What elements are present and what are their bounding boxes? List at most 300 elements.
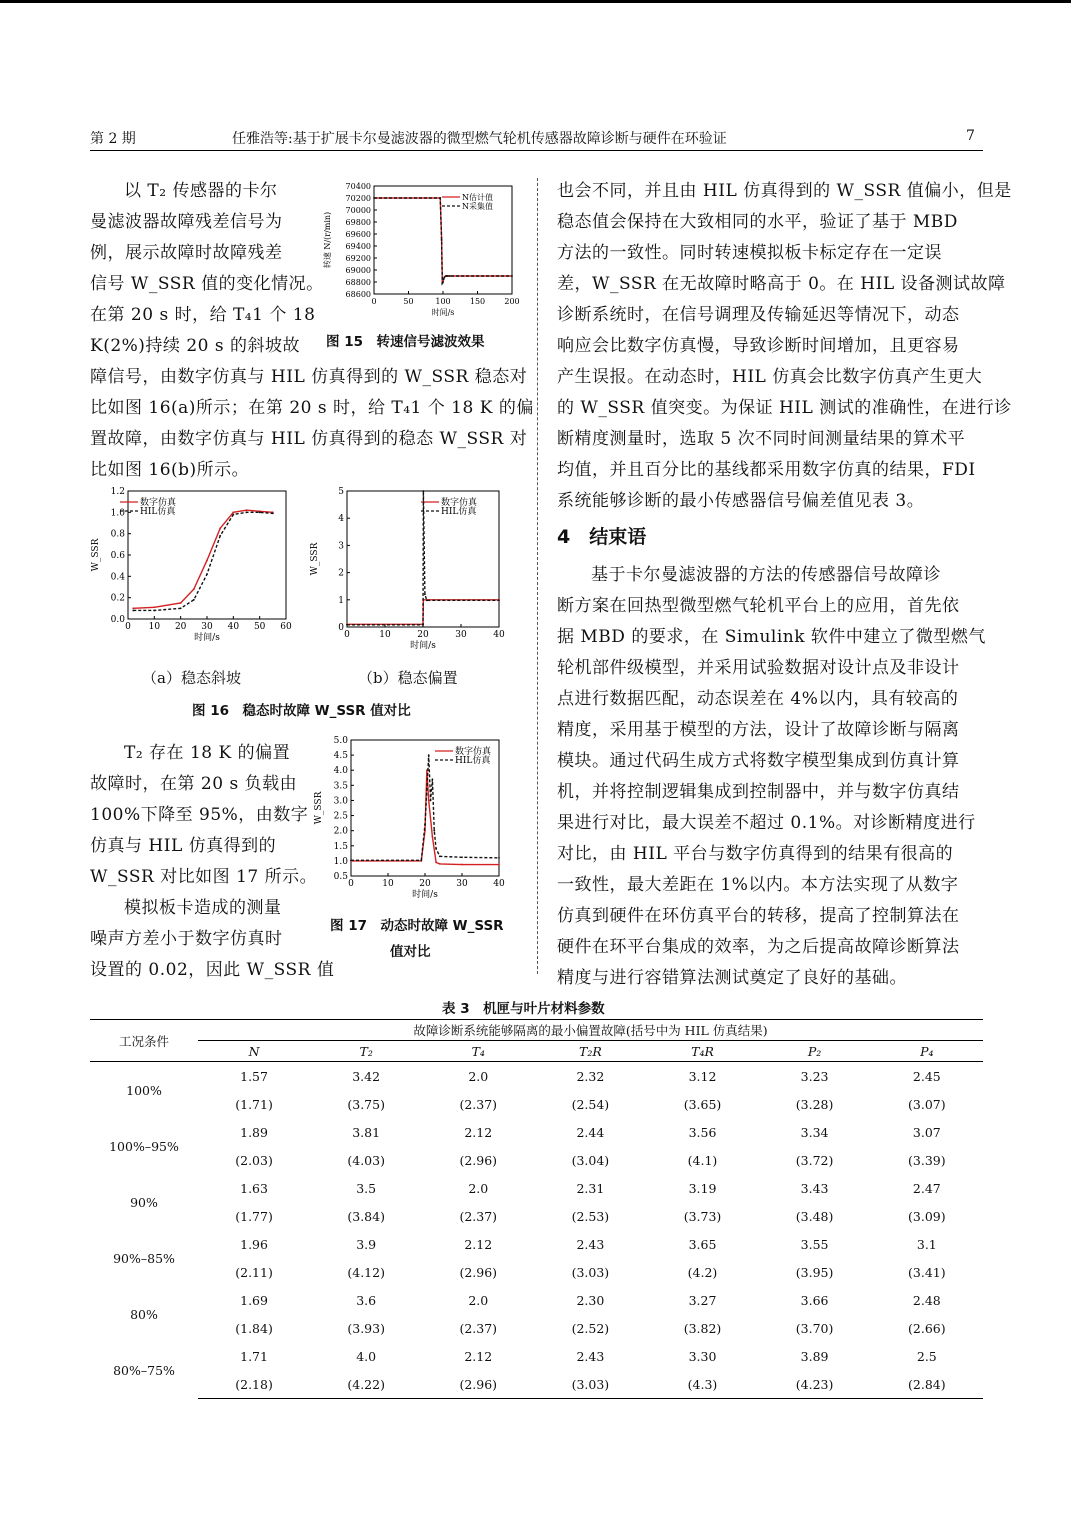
digital-value-cell: 3.5 xyxy=(356,1180,377,1196)
digital-value-cell: 2.43 xyxy=(576,1236,605,1252)
data-point xyxy=(219,535,221,537)
digital-value-cell: 1.96 xyxy=(240,1236,268,1252)
x-tick-label: 10 xyxy=(379,630,391,640)
text-line: 模块。通过代码生成方式将数字模型集成到仿真计算 xyxy=(557,751,960,771)
data-point xyxy=(350,859,352,861)
hil-value-cell: (3.04) xyxy=(571,1152,610,1168)
digital-value-cell: 4.0 xyxy=(356,1348,377,1364)
y-tick-label: 0.0 xyxy=(110,615,125,625)
text-line: 信号 W_SSR 值的变化情况。 xyxy=(90,274,324,294)
header-rule xyxy=(90,150,983,151)
hil-value-cell: (4.23) xyxy=(759,1370,871,1399)
y-tick-label: 68600 xyxy=(345,290,371,299)
y-tick-label: 69400 xyxy=(345,242,371,251)
data-point xyxy=(428,754,430,756)
data-point xyxy=(426,599,428,601)
text-line: 均值，并且百分比的基线都采用数字仿真的结果，FDI xyxy=(557,460,976,480)
digital-value-cell: 2.30 xyxy=(576,1292,605,1308)
data-point xyxy=(511,275,513,277)
table-row xyxy=(90,1314,983,1342)
digital-value-cell: 2.12 xyxy=(464,1124,493,1140)
condition-header: 工况条件 xyxy=(90,1020,198,1062)
y-tick-label: 0.4 xyxy=(110,572,125,583)
text-line: 基于卡尔曼滤波器的方法的传感器信号故障诊 xyxy=(591,565,941,585)
condition-cell: 100%–95% xyxy=(109,1138,179,1154)
x-tick-label: 200 xyxy=(504,297,520,306)
condition-cell: 80%–75% xyxy=(113,1362,175,1378)
digital-value-cell: 2.48 xyxy=(912,1292,941,1308)
text-line: 机，并将控制逻辑集成到控制器中，并与数字仿真结 xyxy=(557,782,960,802)
fig16b-label: （b）稳态偏置 xyxy=(358,669,458,687)
digital-value-cell: 3.6 xyxy=(356,1292,377,1308)
column-header: T₂ xyxy=(310,1041,422,1062)
right-para-2 xyxy=(557,560,986,994)
left-para-1 xyxy=(90,176,324,362)
text-line: 障信号，由数字仿真与 HIL 仿真得到的 W_SSR 稳态对 xyxy=(90,367,528,387)
digital-value-cell: 3.89 xyxy=(800,1348,829,1364)
y-tick-label: 69600 xyxy=(345,230,371,239)
text-line: 诊断系统时，在信号调理及传输延迟等情况下，动态 xyxy=(557,305,960,325)
y-tick-label: 2 xyxy=(338,568,344,579)
y-tick-label: 3.5 xyxy=(333,781,348,792)
x-axis-label: 时间/s xyxy=(412,890,438,900)
hil-value-cell: (2.37) xyxy=(459,1208,498,1224)
text-line: 在第 20 s 时，给 T₄1 个 18 xyxy=(90,305,316,325)
fig17-caption-line1: 图 17 动态时故障 W_SSR xyxy=(330,918,504,934)
text-line: 果进行对比，最大误差不超过 0.1%。对诊断精度进行 xyxy=(557,813,976,833)
data-point xyxy=(259,511,261,513)
digital-value-cell: 2.47 xyxy=(912,1180,941,1196)
column-header: T₄ xyxy=(422,1041,534,1062)
x-tick-label: 40 xyxy=(493,879,505,889)
text-line: W_SSR 对比如图 17 所示。 xyxy=(90,867,318,887)
y-axis-label: 转速 N/(r/min) xyxy=(323,211,332,269)
data-point xyxy=(422,624,424,626)
data-point xyxy=(422,490,424,492)
data-point xyxy=(446,275,448,277)
text-line: 也会不同，并且由 HIL 仿真得到的 W_SSR 值偏小，但是 xyxy=(557,181,1012,201)
digital-value-cell: 2.0 xyxy=(468,1068,489,1084)
table-row xyxy=(90,1174,983,1202)
hil-value-cell: (2.84) xyxy=(871,1370,983,1399)
x-axis-label: 时间/s xyxy=(431,308,455,317)
hil-value-cell: (3.03) xyxy=(534,1370,646,1399)
fig17-chart xyxy=(305,732,520,910)
digital-value-cell: 3.43 xyxy=(800,1180,829,1196)
hil-value-cell: (2.11) xyxy=(235,1264,273,1280)
column-header: T₄R xyxy=(646,1041,758,1062)
series-line-digital xyxy=(133,510,273,608)
hil-value-cell: (4.12) xyxy=(347,1264,385,1280)
legend-label: HIL仿真 xyxy=(140,507,176,517)
text-line: 轮机部件级模型，并采用试验数据对设计点及非设计 xyxy=(557,658,960,678)
hil-value-cell: (1.77) xyxy=(235,1208,273,1224)
text-line: 比如图 16(a)所示；在第 20 s 时，给 T₄1 个 18 K 的偏 xyxy=(90,398,534,418)
y-tick-label: 69000 xyxy=(345,266,371,275)
hil-value-cell: (2.52) xyxy=(571,1320,610,1336)
data-point xyxy=(430,800,432,802)
x-tick-label: 150 xyxy=(469,297,486,306)
column-header: P₂ xyxy=(759,1041,871,1062)
text-line: 断方案在回热型微型燃气轮机平台上的应用，首先依 xyxy=(557,596,960,616)
hil-value-cell: (2.96) xyxy=(459,1264,498,1280)
hil-value-cell: (2.54) xyxy=(571,1096,610,1112)
data-point xyxy=(439,855,441,857)
data-point xyxy=(420,859,422,861)
table-row xyxy=(90,1370,983,1399)
text-line: T₂ 存在 18 K 的偏置 xyxy=(124,743,291,763)
data-point xyxy=(424,593,426,595)
x-tick-label: 0 xyxy=(348,879,354,889)
data-point xyxy=(193,588,195,590)
digital-value-cell: 1.69 xyxy=(240,1292,268,1308)
hil-value-cell: (3.95) xyxy=(795,1264,834,1280)
x-tick-label: 30 xyxy=(456,879,468,889)
x-axis-label: 时间/s xyxy=(194,633,220,643)
digital-value-cell: 2.0 xyxy=(468,1292,489,1308)
text-line: 对比，由 HIL 平台与数字仿真得到的结果有很高的 xyxy=(557,844,954,864)
data-point xyxy=(498,864,500,866)
text-line: 故障时，在第 20 s 负载由 xyxy=(90,774,298,794)
hil-value-cell: (3.70) xyxy=(795,1320,834,1336)
section-title: 4 结束语 xyxy=(557,526,647,548)
digital-value-cell: 2.45 xyxy=(912,1068,941,1084)
data-point xyxy=(441,239,443,241)
y-tick-label: 69200 xyxy=(345,254,371,263)
text-line: 硬件在环平台集成的效率，为之后提高故障诊断算法 xyxy=(557,937,960,957)
x-axis-label: 时间/s xyxy=(410,641,436,651)
column-divider xyxy=(537,178,538,974)
digital-value-cell: 3.65 xyxy=(688,1236,717,1252)
hil-value-cell: (2.03) xyxy=(235,1152,273,1168)
y-axis-label: W_SSR xyxy=(310,542,320,576)
running-title: 任雅浩等:基于扩展卡尔曼滤波器的微型燃气轮机传感器故障诊断与硬件在环验证 xyxy=(232,131,727,147)
table-row xyxy=(90,1090,983,1118)
hil-value-cell: (3.48) xyxy=(795,1208,834,1224)
hil-value-cell: (3.09) xyxy=(908,1208,946,1224)
digital-value-cell: 2.5 xyxy=(916,1348,937,1364)
data-point xyxy=(246,509,248,511)
x-tick-label: 10 xyxy=(148,622,161,632)
table3-title: 表 3 机匣与叶片材料参数 xyxy=(442,1001,605,1017)
column-header: T₂R xyxy=(534,1041,646,1062)
x-tick-label: 0 xyxy=(125,622,131,632)
data-point xyxy=(193,599,195,601)
condition-cell: 90%–85% xyxy=(113,1250,175,1266)
digital-value-cell: 3.12 xyxy=(688,1068,717,1084)
digital-value-cell: 3.56 xyxy=(688,1124,717,1140)
x-tick-label: 30 xyxy=(455,630,467,640)
data-point xyxy=(346,624,348,626)
fig15-caption: 图 15 转速信号滤波效果 xyxy=(326,334,485,350)
text-line: 系统能够诊断的最小传感器信号偏差值见表 3。 xyxy=(557,491,925,511)
text-line: 精度与进行容错算法测试奠定了良好的基础。 xyxy=(557,968,907,988)
y-tick-label: 0.8 xyxy=(110,529,125,540)
digital-value-cell: 3.42 xyxy=(352,1068,381,1084)
hil-value-cell: (3.41) xyxy=(908,1264,946,1280)
text-line: K(2%)持续 20 s 的斜坡故 xyxy=(90,336,301,356)
hil-value-cell: (3.28) xyxy=(795,1096,834,1112)
hil-value-cell: (3.84) xyxy=(347,1208,385,1224)
digital-value-cell: 3.07 xyxy=(912,1124,941,1140)
fig17-caption-line2: 值对比 xyxy=(390,944,431,960)
x-tick-label: 40 xyxy=(493,630,505,640)
data-point xyxy=(435,862,437,864)
data-point xyxy=(461,856,463,858)
data-point xyxy=(206,559,208,561)
data-point xyxy=(442,281,444,283)
text-line: 方法的一致性。同时转速模拟板卡标定存在一定误 xyxy=(557,243,942,263)
table-row xyxy=(90,1342,983,1370)
digital-value-cell: 2.32 xyxy=(576,1068,605,1084)
text-line: 比如图 16(b)所示。 xyxy=(90,460,250,480)
hil-value-cell: (2.96) xyxy=(422,1370,534,1399)
hil-value-cell: (3.73) xyxy=(683,1208,722,1224)
y-tick-label: 3 xyxy=(338,541,344,552)
data-point xyxy=(461,864,463,866)
hil-value-cell: (4.03) xyxy=(347,1152,385,1168)
y-tick-label: 2.0 xyxy=(333,826,348,837)
digital-value-cell: 2.31 xyxy=(576,1180,605,1196)
x-tick-label: 20 xyxy=(419,879,431,889)
hil-value-cell: (4.2) xyxy=(687,1264,718,1280)
data-point xyxy=(232,514,234,516)
condition-cell: 80% xyxy=(130,1306,158,1322)
hil-value-cell: (1.84) xyxy=(235,1320,273,1336)
hil-value-cell: (4.1) xyxy=(687,1152,718,1168)
fig16b-chart xyxy=(305,483,520,661)
x-tick-label: 20 xyxy=(417,630,429,640)
data-point xyxy=(232,511,234,513)
y-tick-label: 1.0 xyxy=(333,856,348,867)
data-point xyxy=(443,278,445,280)
hil-value-cell: (2.37) xyxy=(459,1096,498,1112)
digital-value-cell: 3.55 xyxy=(800,1236,829,1252)
data-point xyxy=(153,610,155,612)
y-tick-label: 68800 xyxy=(345,278,371,287)
data-point xyxy=(373,197,375,199)
data-point xyxy=(132,607,134,609)
x-tick-label: 0 xyxy=(371,297,377,306)
y-axis-label: W_SSR xyxy=(314,791,324,825)
data-point xyxy=(432,778,434,780)
text-line: 的 W_SSR 值突变。为保证 HIL 测试的准确性，在进行诊 xyxy=(557,398,1012,418)
x-tick-label: 20 xyxy=(174,622,187,632)
digital-value-cell: 3.23 xyxy=(800,1068,829,1084)
text-line: 精度，采用基于模型的方法，设计了故障诊断与隔离 xyxy=(557,720,960,740)
legend-label: HIL仿真 xyxy=(441,507,477,517)
y-tick-label: 69800 xyxy=(345,218,371,227)
legend-label: HIL仿真 xyxy=(455,756,491,766)
data-point xyxy=(498,599,500,601)
hil-value-cell: (2.66) xyxy=(908,1320,946,1336)
text-line: 仿真到硬件在环仿真平台的转移，提高了控制算法在 xyxy=(557,906,960,926)
digital-value-cell: 1.71 xyxy=(240,1348,268,1364)
text-line: 产生误报。在动态时，HIL 仿真会比数字仿真产生更大 xyxy=(557,367,983,387)
text-line: 置故障，由数字仿真与 HIL 仿真得到的稳态 W_SSR 对 xyxy=(90,429,528,449)
hil-value-cell: (3.65) xyxy=(683,1096,722,1112)
y-tick-label: 1.0 xyxy=(110,508,125,519)
hil-value-cell: (2.96) xyxy=(459,1152,498,1168)
data-point xyxy=(206,573,208,575)
table-row xyxy=(90,1202,983,1230)
y-tick-label: 0.2 xyxy=(110,593,125,604)
hil-value-cell: (3.07) xyxy=(908,1096,946,1112)
hil-value-cell: (4.3) xyxy=(646,1370,758,1399)
text-line: 差，W_SSR 在无故障时略高于 0。在 HIL 设备测试故障 xyxy=(557,274,1006,294)
data-point xyxy=(432,836,434,838)
y-tick-label: 0 xyxy=(338,623,344,633)
data-point xyxy=(246,511,248,513)
table-row xyxy=(90,1230,983,1258)
data-point xyxy=(439,863,441,865)
digital-value-cell: 3.27 xyxy=(688,1292,717,1308)
text-line: 断精度测量时，选取 5 次不同时间测量结果的算术平 xyxy=(557,429,966,449)
digital-value-cell: 3.9 xyxy=(356,1236,377,1252)
text-line: 曼滤波器故障残差信号为 xyxy=(90,212,283,232)
table-row xyxy=(90,1118,983,1146)
text-line: 仿真与 HIL 仿真得到的 xyxy=(90,836,277,856)
y-tick-label: 1.2 xyxy=(110,487,125,497)
group-header: 故障诊断系统能够隔离的最小偏置故障(括号中为 HIL 仿真结果) xyxy=(198,1020,983,1041)
left-para-3 xyxy=(90,893,335,986)
text-line: 点进行数据匹配，动态误差在 4%以内，具有较高的 xyxy=(557,689,959,709)
text-line: 据 MBD 的要求，在 Simulink 软件中建立了微型燃气 xyxy=(557,627,986,647)
left-para-1-cont xyxy=(90,362,534,486)
page-number: 7 xyxy=(966,128,975,144)
hil-value-cell: (3.72) xyxy=(795,1152,834,1168)
series-line-hil xyxy=(133,512,273,610)
x-tick-label: 60 xyxy=(280,622,292,632)
digital-value-cell: 2.0 xyxy=(468,1180,489,1196)
data-point xyxy=(435,848,437,850)
digital-value-cell: 3.30 xyxy=(688,1348,717,1364)
hil-value-cell: (3.75) xyxy=(347,1096,385,1112)
hil-value-cell: (2.53) xyxy=(571,1208,610,1224)
y-tick-label: 70000 xyxy=(345,206,371,215)
text-line: 模拟板卡造成的测量 xyxy=(124,898,282,918)
text-line: 响应会比数字仿真慢，导致诊断时间增加，且更容易 xyxy=(557,336,960,356)
column-header: P₄ xyxy=(871,1041,983,1062)
legend-label: 数字仿真 xyxy=(455,747,492,757)
data-point xyxy=(424,824,426,826)
fig16a-label: （a）稳态斜坡 xyxy=(142,669,241,687)
right-para-1 xyxy=(557,176,1012,517)
top-rule xyxy=(0,0,1071,3)
data-point xyxy=(180,607,182,609)
data-point xyxy=(132,610,134,612)
y-tick-label: 0.6 xyxy=(110,551,125,561)
fig15-chart xyxy=(312,178,522,323)
issue-label: 第 2 期 xyxy=(90,131,136,147)
hil-value-cell: (3.39) xyxy=(908,1152,946,1168)
y-tick-label: 4.5 xyxy=(333,751,348,762)
table-row xyxy=(90,1062,983,1091)
series-line-hil xyxy=(351,755,499,860)
digital-value-cell: 3.81 xyxy=(352,1124,381,1140)
condition-cell: 100% xyxy=(126,1082,162,1098)
data-point xyxy=(449,275,451,277)
y-tick-label: 0.5 xyxy=(333,872,348,882)
legend-label: 数字仿真 xyxy=(441,498,478,508)
text-line: 例，展示故障时故障残差 xyxy=(90,243,283,263)
y-axis-label: W_SSR xyxy=(91,538,101,572)
x-tick-label: 10 xyxy=(382,879,394,889)
x-tick-label: 50 xyxy=(403,297,414,306)
data-point xyxy=(428,800,430,802)
digital-value-cell: 1.57 xyxy=(240,1068,268,1084)
y-tick-label: 1 xyxy=(338,595,344,606)
digital-value-cell: 1.89 xyxy=(240,1124,268,1140)
hil-value-cell: (3.03) xyxy=(571,1264,610,1280)
data-point xyxy=(272,513,274,515)
text-line: 设置的 0.02，因此 W_SSR 值 xyxy=(90,960,335,980)
table-row xyxy=(90,1258,983,1286)
series-line-digital xyxy=(351,770,499,864)
digital-value-cell: 2.12 xyxy=(464,1348,493,1364)
hil-value-cell: (2.37) xyxy=(459,1320,498,1336)
x-tick-label: 50 xyxy=(253,622,266,632)
x-tick-label: 30 xyxy=(201,622,213,632)
digital-value-cell: 3.19 xyxy=(688,1180,717,1196)
digital-value-cell: 2.44 xyxy=(576,1124,605,1140)
column-header: N xyxy=(198,1041,310,1062)
text-line: 一致性，最大差距在 1%以内。本方法实现了从数字 xyxy=(557,875,959,895)
digital-value-cell: 1.63 xyxy=(240,1180,268,1196)
data-point xyxy=(498,857,500,859)
text-line: 稳态值会保持在大致相同的水平，验证了基于 MBD xyxy=(557,212,958,232)
hil-value-cell: (2.18) xyxy=(198,1370,310,1399)
data-point xyxy=(153,606,155,608)
x-tick-label: 40 xyxy=(227,622,240,632)
y-tick-label: 70200 xyxy=(345,194,371,203)
table-row xyxy=(90,1146,983,1174)
hil-value-cell: (1.71) xyxy=(235,1096,273,1112)
data-point xyxy=(219,527,221,529)
digital-value-cell: 2.43 xyxy=(576,1348,605,1364)
digital-value-cell: 3.34 xyxy=(800,1124,829,1140)
legend-label: N采集值 xyxy=(462,202,493,211)
y-tick-label: 1.5 xyxy=(333,841,348,852)
x-tick-label: 100 xyxy=(435,297,451,306)
fig16a-chart xyxy=(90,483,300,661)
fig16-caption: 图 16 稳态时故障 W_SSR 值对比 xyxy=(192,703,411,719)
digital-value-cell: 2.12 xyxy=(464,1236,493,1252)
left-para-2 xyxy=(90,738,318,893)
condition-cell: 90% xyxy=(130,1194,158,1210)
data-point xyxy=(180,602,182,604)
y-tick-label: 2.5 xyxy=(333,811,348,822)
y-tick-label: 4 xyxy=(338,514,344,525)
y-tick-label: 4.0 xyxy=(333,766,348,777)
x-tick-label: 0 xyxy=(344,630,350,640)
hil-value-cell: (3.93) xyxy=(347,1320,385,1336)
y-tick-label: 3.0 xyxy=(333,796,348,807)
table-row xyxy=(90,1286,983,1314)
data-point xyxy=(433,830,435,832)
text-line: 100%下降至 95%，由数字 xyxy=(90,805,309,825)
y-tick-label: 70400 xyxy=(345,182,371,191)
hil-value-cell: (4.22) xyxy=(310,1370,422,1399)
y-tick-label: 5.0 xyxy=(333,736,348,746)
table3 xyxy=(90,1019,983,1399)
digital-value-cell: 3.1 xyxy=(916,1236,937,1252)
y-tick-label: 5 xyxy=(338,487,344,497)
text-line: 噪声方差小于数字仿真时 xyxy=(90,929,283,949)
hil-value-cell: (3.82) xyxy=(683,1320,722,1336)
data-point xyxy=(439,197,441,199)
data-point xyxy=(443,276,445,278)
